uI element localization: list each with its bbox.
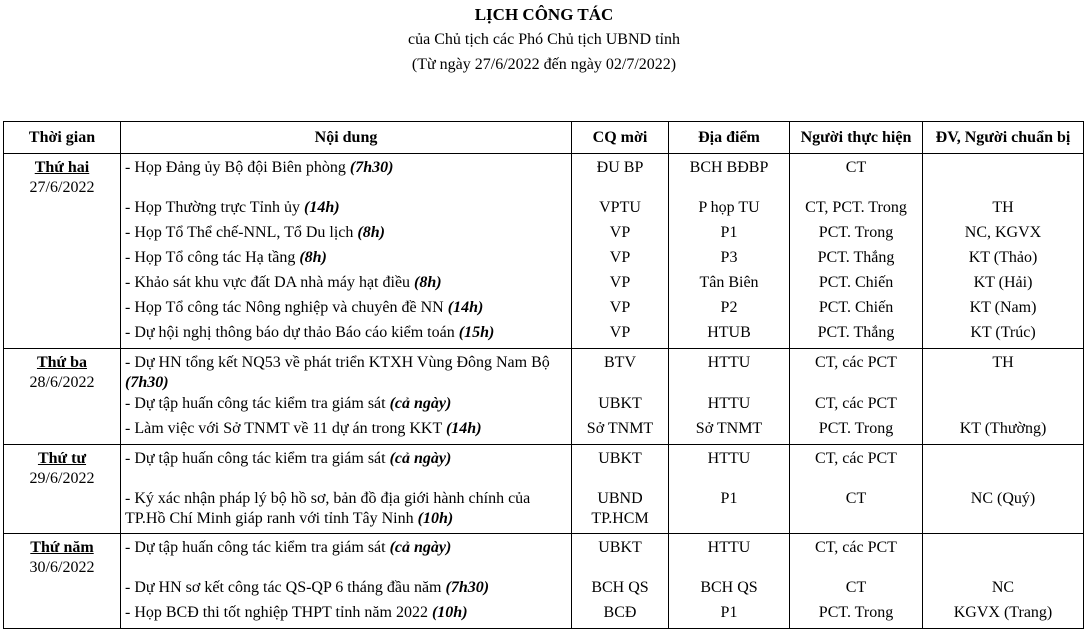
day-date: 30/6/2022 — [29, 559, 95, 576]
inviter-cell: VP — [572, 273, 669, 298]
performer-cell: CT, các PCT — [790, 394, 923, 419]
content-time: (8h) — [299, 249, 327, 266]
inviter-cell: VP — [572, 248, 669, 273]
performer-cell: PCT. Trong — [790, 603, 923, 629]
col-header-inviter: CQ mời — [572, 122, 669, 154]
day-date: 29/6/2022 — [29, 469, 95, 487]
page-subtitle: của Chủ tịch các Phó Chủ tịch UBND tỉnh — [408, 31, 680, 48]
place-cell: BCH QS — [669, 578, 790, 603]
performer-cell: PCT. Chiến — [790, 273, 923, 298]
content-cell — [121, 444, 572, 489]
preparer-cell: NC — [923, 578, 1084, 603]
content-cell — [121, 273, 572, 298]
performer-cell: CT, PCT. Trong — [790, 198, 923, 223]
preparer-cell — [923, 444, 1084, 489]
inviter-cell: VP — [572, 323, 669, 349]
table-row — [4, 273, 1084, 298]
table-row — [4, 578, 1084, 603]
content-cell — [121, 534, 572, 579]
preparer-cell: TH — [923, 198, 1084, 223]
content-cell — [121, 489, 572, 534]
content-time: (10h) — [431, 604, 468, 621]
inviter-cell: BTV — [572, 349, 669, 394]
table-row — [4, 444, 1084, 489]
inviter-cell: BCĐ — [572, 603, 669, 629]
content-cell — [121, 298, 572, 323]
table-row — [4, 298, 1084, 323]
date-range: (Từ ngày 27/6/2022 đến ngày 02/7/2022) — [411, 56, 677, 73]
performer-cell: CT, các PCT — [790, 349, 923, 394]
inviter-cell: UBKT — [572, 444, 669, 489]
performer-cell: CT, các PCT — [790, 444, 923, 489]
content-cell — [121, 578, 572, 603]
content-time: (10h) — [417, 509, 454, 527]
page-title: LỊCH CÔNG TÁC — [474, 5, 614, 24]
col-header-performer: Người thực hiện — [790, 122, 923, 154]
table-row — [4, 223, 1084, 248]
place-cell: P1 — [669, 489, 790, 534]
preparer-cell: TH — [923, 349, 1084, 394]
performer-cell: PCT. Chiến — [790, 298, 923, 323]
place-cell: HTTU — [669, 534, 790, 579]
content-time: (cả ngày) — [389, 539, 452, 556]
content-cell — [121, 154, 572, 199]
content-text: - Khảo sát khu vực đất DA nhà máy hạt điều — [125, 274, 415, 291]
content-cell — [121, 419, 572, 445]
day-label: Thứ năm — [30, 539, 94, 556]
performer-cell: CT — [790, 489, 923, 534]
place-cell: HTUB — [669, 323, 790, 349]
content-cell — [121, 198, 572, 223]
content-cell — [121, 223, 572, 248]
inviter-cell: VP — [572, 223, 669, 248]
inviter-cell: VP — [572, 298, 669, 323]
place-cell: Sở TNMT — [669, 419, 790, 445]
col-header-preparer: ĐV, Người chuẩn bị — [923, 122, 1084, 154]
content-text: - Họp BCĐ thi tốt nghiệp THPT tỉnh năm 2022 — [125, 604, 432, 621]
day-label: Thứ ba — [36, 354, 88, 371]
header-row — [4, 122, 1084, 154]
content-text: - Dự tập huấn công tác kiểm tra giám sát — [125, 449, 390, 467]
inviter-cell: UBKT — [572, 394, 669, 419]
place-cell: Tân Biên — [669, 273, 790, 298]
table-row — [4, 323, 1084, 349]
preparer-cell — [923, 394, 1084, 419]
day-cell — [4, 223, 121, 248]
place-cell: P họp TU — [669, 198, 790, 223]
place-cell: P1 — [669, 223, 790, 248]
preparer-cell: KT (Thảo) — [923, 248, 1084, 273]
day-cell — [4, 154, 121, 199]
day-cell — [4, 394, 121, 419]
table-row — [4, 248, 1084, 273]
content-time: (14h) — [303, 199, 340, 216]
performer-cell: CT, các PCT — [790, 534, 923, 579]
content-time: (7h30) — [349, 159, 394, 176]
preparer-cell — [923, 154, 1084, 199]
content-time: (15h) — [458, 324, 495, 341]
col-header-time: Thời gian — [4, 122, 121, 154]
inviter-cell: UBKT — [572, 534, 669, 579]
table-row — [4, 394, 1084, 419]
day-date: 28/6/2022 — [29, 374, 95, 391]
day-cell — [4, 534, 121, 579]
content-time: (7h30) — [445, 579, 490, 596]
inviter-cell: Sở TNMT — [572, 419, 669, 445]
place-cell: BCH BĐBP — [669, 154, 790, 199]
performer-cell: CT — [790, 578, 923, 603]
content-text: - Dự HN tổng kết NQ53 về phát triển KTXH Vùng Đông Nam Bộ — [125, 354, 550, 371]
preparer-cell: KT (Trúc) — [923, 323, 1084, 349]
day-label: Thứ tư — [37, 449, 87, 467]
content-text: - Dự hội nghị thông báo dự thảo Báo cáo kiểm toán — [125, 324, 459, 341]
table-row — [4, 419, 1084, 445]
day-cell — [4, 419, 121, 445]
inviter-cell: VPTU — [572, 198, 669, 223]
performer-cell: PCT. Thắng — [790, 323, 923, 349]
content-text: - Làm việc với Sở TNMT về 11 dự án trong KKT — [125, 419, 446, 437]
day-cell — [4, 298, 121, 323]
table-row — [4, 198, 1084, 223]
inviter-cell: ĐU BP — [572, 154, 669, 199]
day-cell — [4, 273, 121, 298]
content-time: (cả ngày) — [389, 394, 452, 412]
inviter-cell: UBND TP.HCM — [572, 489, 669, 534]
table-row — [4, 603, 1084, 629]
place-cell: HTTU — [669, 444, 790, 489]
place-cell: HTTU — [669, 394, 790, 419]
col-header-content: Nội dung — [121, 122, 572, 154]
day-label: Thứ hai — [34, 159, 90, 176]
place-cell: HTTU — [669, 349, 790, 394]
day-cell — [4, 444, 121, 489]
preparer-cell: KT (Thường) — [923, 419, 1084, 445]
content-cell — [121, 394, 572, 419]
day-cell — [4, 248, 121, 273]
content-text: - Dự tập huấn công tác kiểm tra giám sát — [125, 539, 390, 556]
day-cell — [4, 323, 121, 349]
content-text: - Họp Tổ công tác Hạ tầng — [125, 249, 300, 266]
table-row — [4, 489, 1084, 534]
preparer-cell: NC, KGVX — [923, 223, 1084, 248]
content-cell — [121, 323, 572, 349]
content-time: (cả ngày) — [389, 449, 452, 467]
content-time: (8h) — [357, 224, 385, 241]
day-date: 27/6/2022 — [29, 179, 95, 196]
day-cell — [4, 489, 121, 534]
content-text: - Dự HN sơ kết công tác QS-QP 6 tháng đầu năm — [125, 579, 446, 596]
content-cell — [121, 248, 572, 273]
table-row — [4, 534, 1084, 579]
performer-cell: PCT. Trong — [790, 419, 923, 445]
content-time: (14h) — [445, 419, 482, 437]
col-header-place: Địa điểm — [669, 122, 790, 154]
place-cell: P3 — [669, 248, 790, 273]
inviter-cell: BCH QS — [572, 578, 669, 603]
content-text: - Họp Tổ Thể chế-NNL, Tổ Du lịch — [125, 224, 358, 241]
place-cell: P1 — [669, 603, 790, 629]
performer-cell: PCT. Trong — [790, 223, 923, 248]
preparer-cell — [923, 534, 1084, 579]
day-cell — [4, 603, 121, 629]
preparer-cell: KT (Hải) — [923, 273, 1084, 298]
preparer-cell: KT (Nam) — [923, 298, 1084, 323]
content-cell — [121, 603, 572, 629]
content-time: (7h30) — [125, 374, 169, 391]
content-time: (8h) — [414, 274, 442, 291]
content-cell — [121, 349, 572, 394]
day-cell — [4, 198, 121, 223]
day-cell — [4, 578, 121, 603]
performer-cell: PCT. Thắng — [790, 248, 923, 273]
preparer-cell: NC (Quý) — [923, 489, 1084, 534]
content-text: - Họp Tổ công tác Nông nghiệp và chuyên đề NN — [125, 299, 448, 316]
performer-cell: CT — [790, 154, 923, 199]
content-text: - Dự tập huấn công tác kiểm tra giám sát — [125, 394, 390, 412]
schedule-table — [3, 121, 1084, 629]
content-time: (14h) — [447, 299, 484, 316]
day-cell — [4, 349, 121, 394]
table-row — [4, 154, 1084, 199]
content-text: - Ký xác nhận pháp lý bộ hồ sơ, bản đồ địa giới hành chính của TP.Hồ Chí Minh giáp ranh với tỉnh Tây Ninh — [125, 489, 531, 527]
schedule-body — [4, 154, 1084, 629]
content-text: - Họp Đảng ủy Bộ đội Biên phòng — [125, 159, 350, 176]
place-cell: P2 — [669, 298, 790, 323]
preparer-cell: KGVX (Trang) — [923, 603, 1084, 629]
content-text: - Họp Thường trực Tỉnh ủy — [125, 199, 304, 216]
table-row — [4, 349, 1084, 394]
